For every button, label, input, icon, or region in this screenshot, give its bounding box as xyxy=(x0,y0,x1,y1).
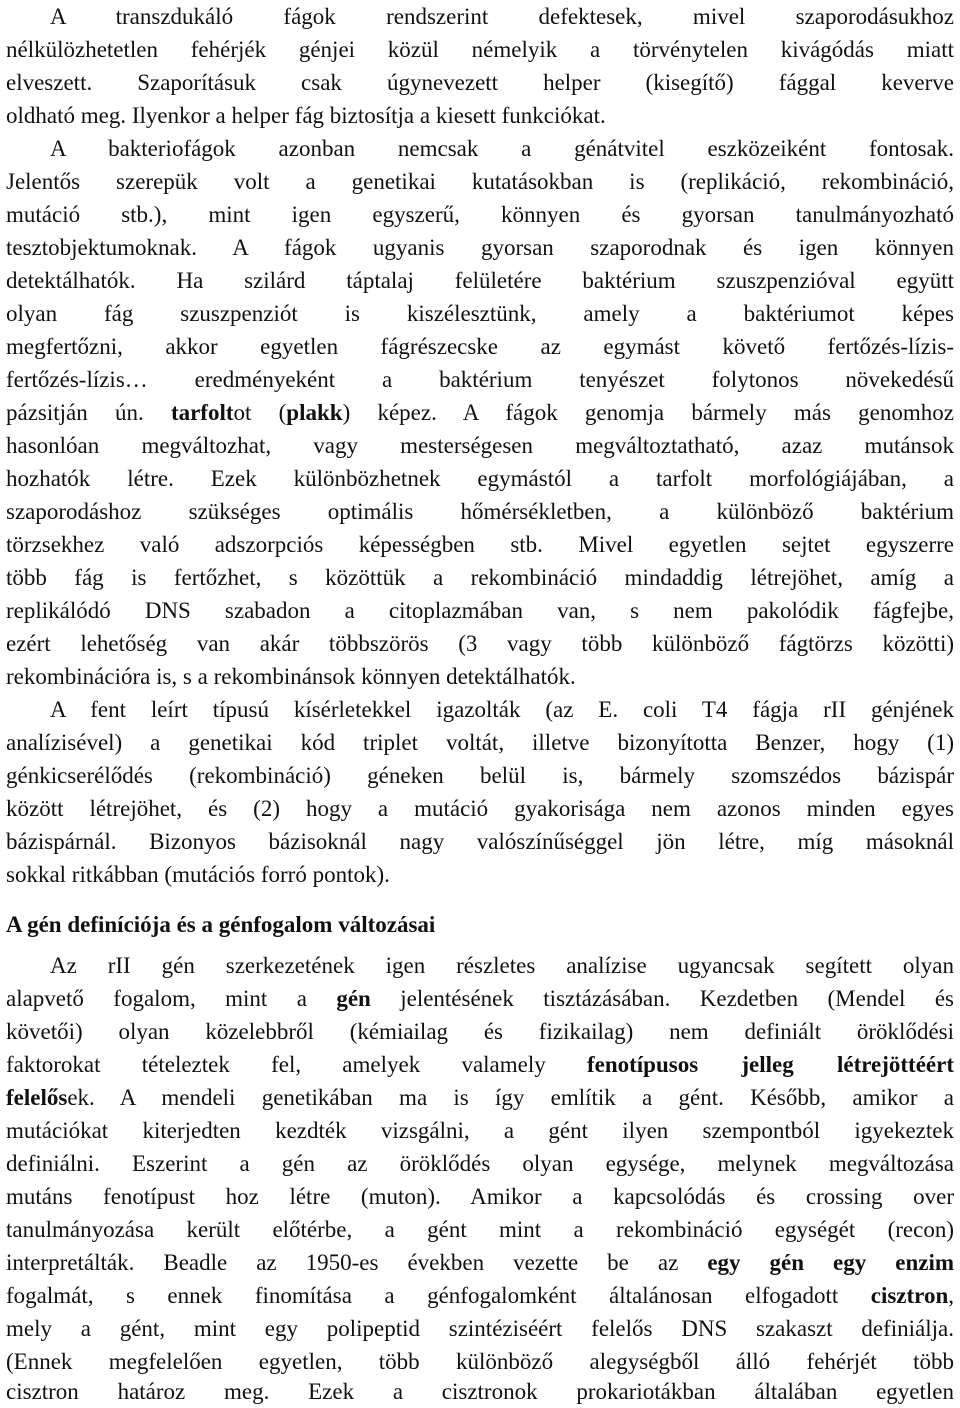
text-line: elveszett. Szaporításuk csak úgynevezett helper (kisegítő) fággal keverve xyxy=(6,70,954,95)
text-line: mutáns fenotípust hoz létre (muton). Amikor a kapcsolódás és crossing over xyxy=(6,1184,954,1209)
text-line: génkicserélődés (rekombináció) géneken belül is, bármely szomszédos bázispár xyxy=(6,763,954,788)
text-line: A bakteriofágok azonban nemcsak a génátvitel eszközeiként fontosak. xyxy=(50,136,954,161)
text-line xyxy=(6,1246,954,1279)
text-line: mely a gént, mint egy polipeptid szintéziséért felelős DNS szakaszt definiálja. xyxy=(6,1316,954,1341)
text-line: cisztron határoz meg. Ezek a cisztronok prokariotákban általában egyetlen xyxy=(6,1379,954,1404)
text-line xyxy=(6,1048,954,1081)
text-line: replikálódó DNS szabadon a citoplazmában van, s nem pakolódik fágfejbe, xyxy=(6,598,954,623)
text-line: sokkal ritkábban (mutációs forró pontok). xyxy=(6,862,390,887)
text-line: hasonlóan megváltozhat, vagy mesterségesen megváltoztatható, azaz mutánsok xyxy=(6,433,954,458)
text-line: bázispárnál. Bizonyos bázisoknál nagy valószínűséggel jön létre, míg másoknál xyxy=(6,829,954,854)
text-line: (Ennek megfelelően egyetlen, több különböző alegységből álló fehérjét több xyxy=(6,1349,954,1374)
text-line: törzsekhez való adszorpciós képességben stb. Mivel egyetlen sejtet egyszerre xyxy=(6,532,954,557)
text-span: fogalmát, s ennek finomítása a génfogalomként általánosan elfogadott xyxy=(6,1283,871,1308)
text-line: oldható meg. Ilyenkor a helper fág biztosítja a kiesett funkciókat. xyxy=(6,103,606,128)
text-line: nélkülözhetetlen fehérjék génjei közül némelyik a törvénytelen kivágódás miatt xyxy=(6,37,954,62)
text-span: pázsitján ún. xyxy=(6,400,171,425)
text-line: tesztobjektumoknak. A fágok ugyanis gyorsan szaporodnak és igen könnyen xyxy=(6,235,954,260)
text-line: követői) olyan közelebbről (kémiailag és fizikailag) nem definiált öröklődési xyxy=(6,1019,954,1044)
text-line: Az rII gén szerkezetének igen részletes analízise ugyancsak segített olyan xyxy=(50,953,954,978)
text-line: mutációkat kiterjedten kezdték vizsgálni, a gént ilyen szempontból igyekeztek xyxy=(6,1118,954,1143)
term-tarfolt: tarfolt xyxy=(170,400,234,425)
text-line xyxy=(6,396,954,429)
text-line: A transzdukáló fágok rendszerint defektesek, mivel szaporodásukhoz xyxy=(50,4,954,29)
text-line: definiálni. Eszerint a gén az öröklődés olyan egysége, melynek megváltozása xyxy=(6,1151,954,1176)
term-fenotipusos: fenotípusos jelleg létrejöttéért xyxy=(586,1052,954,1077)
text-line: ezért lehetőség van akár többszörös (3 vagy több különböző fágtörzs közötti) xyxy=(6,631,954,656)
text-line: A fent leírt típusú kísérletekkel igazolták (az E. coli T4 fágja rII génjének xyxy=(50,697,954,722)
text-line xyxy=(6,1081,954,1114)
text-line xyxy=(6,982,954,1015)
text-line: analízisével) a genetikai kód triplet voltát, illetve bizonyította Benzer, hogy (1) xyxy=(6,730,954,755)
text-span: faktorokat tételeztek fel, amelyek valamely xyxy=(6,1052,587,1077)
text-span: interpretálták. Beadle az 1950-es években vezette be az xyxy=(6,1250,708,1275)
term-egy-gen-egy-enzim: egy gén egy enzim xyxy=(707,1250,954,1275)
term-felelos: felelős xyxy=(6,1085,68,1110)
section-heading: A gén definíciója és a génfogalom változásai xyxy=(6,912,436,937)
text-line: hozhatók létre. Ezek különbözhetnek egymástól a tarfolt morfológiájában, a xyxy=(6,466,954,491)
text-span: ) képez. A fágok genomja bármely más genomhoz xyxy=(342,400,954,425)
text-span: , xyxy=(948,1283,954,1308)
text-line: megfertőzni, akkor egyetlen fágrészecske az egymást követő fertőzés-lízis- xyxy=(6,334,954,359)
text-span: jelentésének tisztázásában. Kezdetben (Mendel és xyxy=(370,986,954,1011)
text-line: fertőzés-lízis… eredményeként a baktérium tenyészet folytonos növekedésű xyxy=(6,367,954,392)
text-span: ot ( xyxy=(233,400,287,425)
text-line: olyan fág szuszpenziót is kiszélesztünk, amely a baktériumot képes xyxy=(6,301,954,326)
text-line: között létrejöhet, és (2) hogy a mutáció gyakorisága nem azonos minden egyes xyxy=(6,796,954,821)
text-span: alapvető fogalom, mint a xyxy=(6,986,337,1011)
text-line: detektálhatók. Ha szilárd táptalaj felületére baktérium szuszpenzióval együtt xyxy=(6,268,954,293)
text-line: rekombinációra is, s a rekombinánsok könnyen detektálhatók. xyxy=(6,664,576,689)
text-span: ek. A mendeli genetikában ma is így említik a gént. Később, amikor a xyxy=(67,1085,954,1110)
text-line: Jelentős szerepük volt a genetikai kutatásokban is (replikáció, rekombináció, xyxy=(6,169,954,194)
term-cisztron: cisztron xyxy=(870,1283,949,1308)
text-line xyxy=(6,1279,954,1312)
text-line: mutáció stb.), mint igen egyszerű, könnyen és gyorsan tanulmányozható xyxy=(6,202,954,227)
term-gen: gén xyxy=(336,986,371,1011)
text-line: tanulmányozása került előtérbe, a gént mint a rekombináció egységét (recon) xyxy=(6,1217,954,1242)
text-line: több fág is fertőzhet, s közöttük a rekombináció mindaddig létrejöhet, amíg a xyxy=(6,565,954,590)
text-line: szaporodáshoz szükséges optimális hőmérsékletben, a különböző baktérium xyxy=(6,499,954,524)
term-plakk: plakk xyxy=(286,400,343,425)
